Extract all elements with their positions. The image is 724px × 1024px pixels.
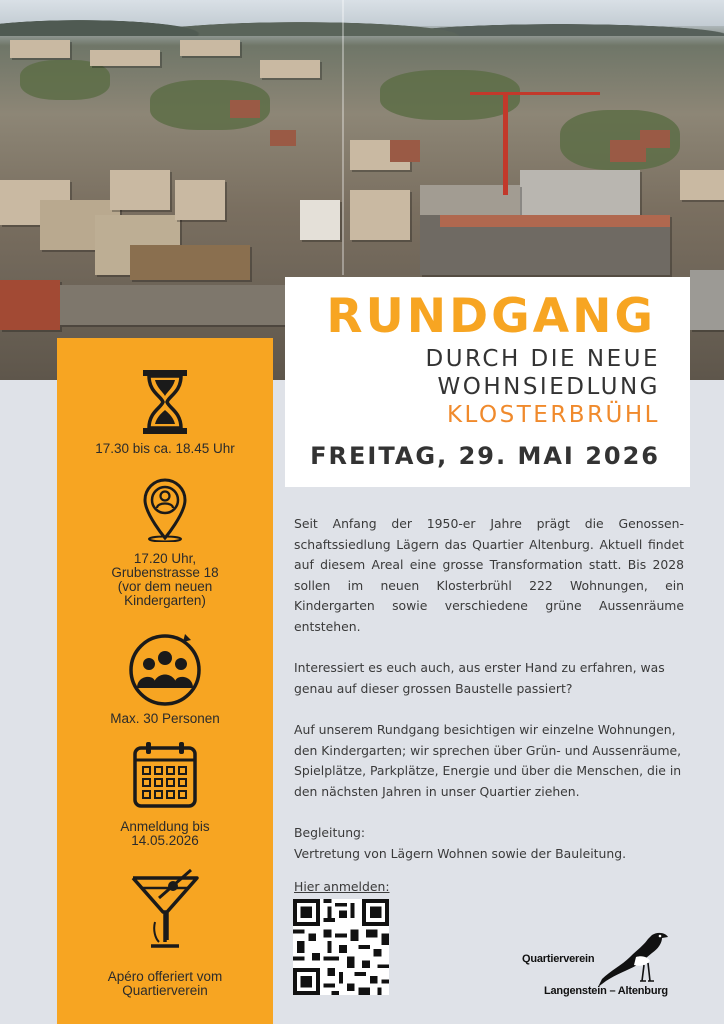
info-time <box>57 368 273 456</box>
subtitle-line-3: KLOSTERBRÜHL <box>446 402 660 428</box>
companion-text: Vertretung von Lägern Wohnen sowie der Bauleitung. <box>294 845 627 861</box>
logo-line-2: Langenstein – Altenburg <box>544 985 668 997</box>
event-title: RUNDGANG <box>326 289 656 344</box>
calendar-icon <box>132 740 198 810</box>
location-line-1: 17.20 Uhr, <box>133 551 197 566</box>
quartierverein-logo <box>520 925 675 1005</box>
qr-code-icon[interactable] <box>293 899 389 995</box>
location-line-4: Kindergarten) <box>124 593 206 608</box>
registration-line-2: 14.05.2026 <box>131 833 199 848</box>
location-line-3: (vor dem neuen <box>117 579 213 594</box>
location-pin-icon <box>140 476 190 542</box>
info-location <box>57 476 273 608</box>
info-capacity <box>57 628 273 726</box>
info-sidebar <box>57 338 273 1024</box>
event-date: FREITAG, 29. MAI 2026 <box>310 442 660 470</box>
description <box>294 514 684 864</box>
subtitle-line-2: WOHNSIEDLUNG <box>437 374 660 400</box>
registration-line-1: Anmeldung bis <box>120 819 210 834</box>
cocktail-icon <box>129 868 201 958</box>
subtitle-line-1: DURCH DIE NEUE <box>425 346 660 372</box>
paragraph-question: Interessiert es euch auch, aus erster Hand zu erfahren, was genau auf dieser grossen Baustelle passiert? <box>294 660 665 696</box>
location-line-2: Grubenstrasse 18 <box>111 565 219 580</box>
hourglass-icon <box>141 368 189 436</box>
time-text: 17.30 bis ca. 18.45 Uhr <box>95 441 235 456</box>
title-card <box>285 277 690 487</box>
signup-link[interactable]: Hier anmelden: <box>294 879 390 894</box>
group-icon <box>125 628 205 708</box>
logo-line-1: Quartierverein <box>522 953 595 965</box>
companion-label: Begleitung: <box>294 824 366 840</box>
apero-line-2: Quartierverein <box>122 983 208 998</box>
info-apero <box>57 868 273 998</box>
info-registration <box>57 740 273 848</box>
capacity-text: Max. 30 Personen <box>110 711 220 726</box>
paragraph-tour: Auf unserem Rundgang besichtigen wir einzelne Wohnungen, den Kindergarten; wir sprechen über Grün- und Aussenräume, Spielplätze, Parkplätze, Energie und über die Menschen, die in den nächsten Jahren in unser Quartier ziehen. <box>294 721 682 799</box>
apero-line-1: Apéro offeriert vom <box>107 969 223 984</box>
paragraph-intro: Seit Anfang der 1950-er Jahre prägt die Genossen-schaftssiedlung Lägern das Quartier Altenburg. Aktuell findet auf diesem Areal eine grosse Transformation statt. Bis 2028 sollen im neuen Klosterbrühl 222 Wohnungen, ein Kindergarten sowie verschiedene grüne Aussenräume entstehen. <box>294 516 684 634</box>
